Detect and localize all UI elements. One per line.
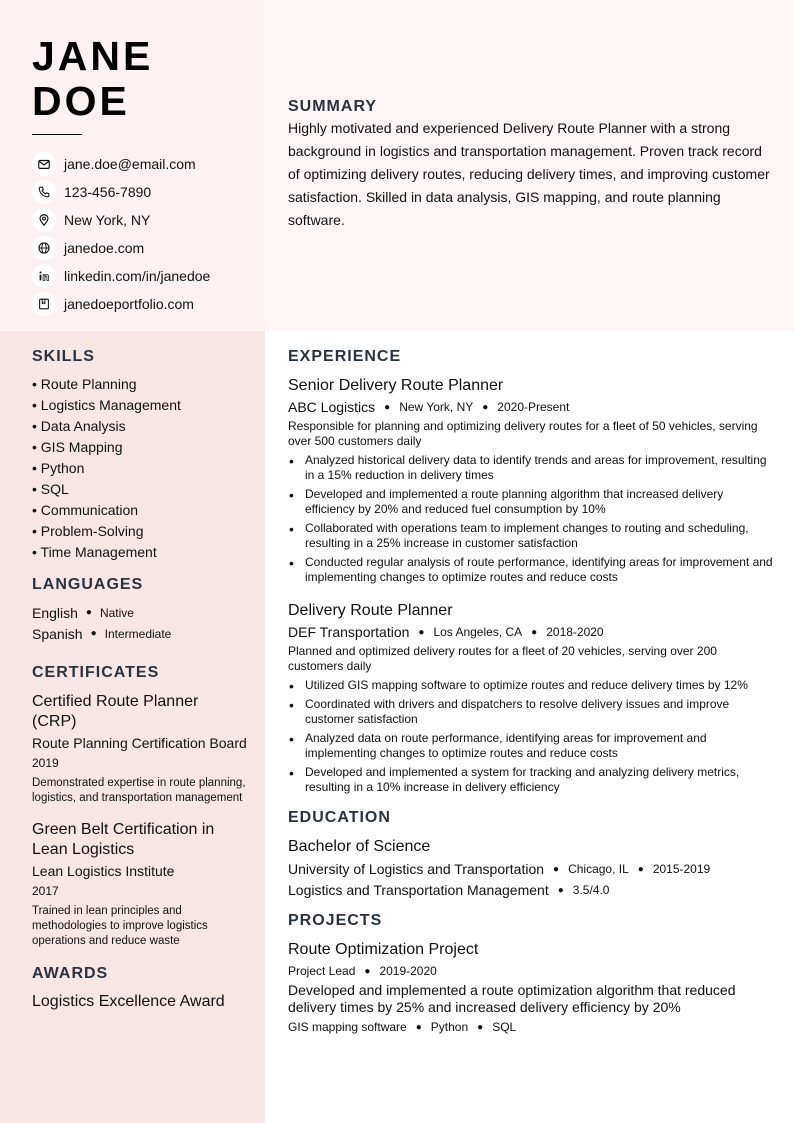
project-dates: 2019-2020	[379, 964, 437, 978]
job-dates: 2020-Present	[497, 400, 570, 414]
separator-dot: ●	[477, 1021, 484, 1033]
separator-dot: ●	[85, 607, 92, 618]
certificate-year: 2017	[32, 884, 59, 898]
contact-linkedin[interactable]	[32, 262, 210, 290]
job-bullets	[288, 453, 773, 585]
contact-email-text: jane.doe@email.com	[64, 156, 196, 172]
separator-dot: ●	[418, 626, 425, 638]
separator-dot: ●	[364, 965, 371, 977]
project-meta	[288, 964, 773, 978]
certificate-description: Trained in lean principles and methodologies to improve logistics operations and reduce waste	[32, 905, 208, 947]
skill-item: • Logistics Management	[32, 397, 181, 413]
email-icon	[32, 152, 56, 176]
job-description: Responsible for planning and optimizing delivery routes for a fleet of 50 vehicles, serving over 500 customers daily	[288, 419, 758, 448]
skill-item: • Communication	[32, 502, 139, 518]
language-item	[32, 623, 247, 644]
project-tool: GIS mapping software	[288, 1020, 407, 1034]
portfolio-icon	[32, 292, 56, 316]
project-entry	[288, 940, 773, 1034]
phone-icon	[32, 180, 56, 204]
contact-list	[32, 150, 210, 318]
education-major: Logistics and Transportation Management	[288, 882, 549, 898]
separator-dot: ●	[482, 401, 489, 413]
education-degree: Bachelor of Science	[288, 838, 431, 855]
summary-section	[288, 98, 773, 232]
certificate-title: Green Belt Certification in Lean Logistics	[32, 821, 215, 858]
language-name: Spanish	[32, 625, 83, 642]
separator-dot: ●	[557, 884, 564, 896]
education-school: University of Logistics and Transportation	[288, 861, 545, 877]
job-dates: 2018-2020	[546, 625, 604, 639]
award-item: Logistics Excellence Award	[32, 993, 225, 1010]
contact-website-text: janedoe.com	[64, 240, 145, 256]
languages-title: LANGUAGES	[32, 576, 144, 593]
globe-icon	[32, 236, 56, 260]
skill-item: • Python	[32, 460, 85, 476]
job-entry	[288, 601, 773, 795]
separator-dot: ●	[90, 628, 97, 639]
last-name: DOE	[32, 78, 130, 124]
skill-item: • Time Management	[32, 544, 157, 560]
candidate-name	[32, 34, 153, 124]
education-gpa: 3.5/4.0	[572, 883, 610, 897]
contact-portfolio[interactable]	[32, 290, 210, 318]
project-tool: Python	[430, 1020, 469, 1034]
first-name: JANE	[32, 33, 154, 79]
job-bullet: • Coordinated with drivers and dispatchers to resolve delivery issues and improve customer satisfaction	[288, 697, 773, 727]
skill-item: • Data Analysis	[32, 418, 126, 434]
skills-title: SKILLS	[32, 348, 95, 365]
location-pin-icon	[32, 208, 56, 232]
projects-title: PROJECTS	[288, 912, 383, 929]
job-title: Senior Delivery Route Planner	[288, 377, 504, 394]
contact-location-text: New York, NY	[64, 212, 151, 228]
certificate-year: 2019	[32, 756, 59, 770]
job-entry	[288, 376, 773, 585]
job-bullet: • Developed and implemented a route planning algorithm that increased delivery efficiency by 20% and reduced fuel consumption by 10%	[288, 487, 773, 517]
contact-linkedin-text: linkedin.com/in/janedoe	[64, 268, 211, 284]
linkedin-icon	[32, 264, 56, 288]
job-bullet: • Developed and implemented a system for tracking and analyzing delivery metrics, resulting in a 10% increase in delivery efficiency	[288, 765, 773, 795]
language-name: English	[32, 604, 78, 621]
job-company: ABC Logistics	[288, 399, 376, 415]
certificates-title: CERTIFICATES	[32, 664, 160, 681]
education-entry	[288, 837, 773, 898]
education-school-meta	[288, 861, 773, 877]
education-location: Chicago, IL	[568, 862, 629, 876]
contact-phone[interactable]	[32, 178, 210, 206]
summary-title: SUMMARY	[288, 98, 378, 115]
skill-item: • SQL	[32, 481, 69, 497]
summary-text: Highly motivated and experienced Delivery Route Planner with a strong background in logistics and transportation management. Proven track record of optimizing delivery routes, reducing delivery times, and improving customer satisfaction. Skilled in data analysis, GIS mapping, and route planning software.	[288, 120, 770, 228]
project-tool: SQL	[492, 1020, 517, 1034]
language-level: Intermediate	[104, 626, 172, 641]
awards-title: AWARDS	[32, 965, 109, 982]
skill-item: • Route Planning	[32, 376, 137, 392]
job-bullet: • Conducted regular analysis of route performance, identifying areas for improvement and implementing changes to optimize routes and reduce costs	[288, 555, 773, 585]
job-meta	[288, 399, 773, 415]
contact-location	[32, 206, 210, 234]
job-title: Delivery Route Planner	[288, 602, 453, 619]
education-dates: 2015-2019	[652, 862, 711, 876]
skills-list	[32, 374, 247, 563]
job-meta	[288, 624, 773, 640]
experience-title: EXPERIENCE	[288, 348, 402, 365]
skill-item: • Problem-Solving	[32, 523, 144, 539]
name-divider	[32, 134, 82, 135]
education-major-meta	[288, 882, 773, 898]
project-role: Project Lead	[288, 964, 356, 978]
sidebar	[32, 348, 247, 1012]
job-bullet: • Analyzed historical delivery data to identify trends and areas for improvement, resulting in a 15% reduction in delivery times	[288, 453, 773, 483]
contact-phone-text: 123-456-7890	[64, 184, 152, 200]
separator-dot: ●	[531, 626, 538, 638]
separator-dot: ●	[384, 401, 391, 413]
certificate-issuer: Lean Logistics Institute	[32, 863, 175, 879]
contact-website[interactable]	[32, 234, 210, 262]
project-title: Route Optimization Project	[288, 941, 479, 958]
job-company: DEF Transportation	[288, 624, 410, 640]
separator-dot: ●	[637, 863, 644, 875]
job-location: Los Angeles, CA	[433, 625, 523, 639]
skill-item: • GIS Mapping	[32, 439, 123, 455]
job-bullet: • Collaborated with operations team to implement changes to routing and scheduling, resulting in a 25% increase in customer satisfaction	[288, 521, 773, 551]
job-bullet: • Utilized GIS mapping software to optimize routes and reduce delivery times by 12%	[288, 678, 773, 693]
certificate-item	[32, 692, 247, 806]
contact-portfolio-text: janedoeportfolio.com	[64, 296, 194, 312]
job-location: New York, NY	[399, 400, 474, 414]
separator-dot: ●	[415, 1021, 422, 1033]
project-tools	[288, 1020, 773, 1034]
language-item	[32, 602, 247, 623]
job-bullet: • Analyzed data on route performance, identifying areas for improvement and implementing changes to optimize routes and reduce costs	[288, 731, 773, 761]
languages-list	[32, 602, 247, 644]
education-title: EDUCATION	[288, 809, 391, 826]
separator-dot: ●	[553, 863, 560, 875]
main-content	[288, 348, 773, 1034]
project-description: Developed and implemented a route optimization algorithm that reduced delivery times by 25% and increased delivery efficiency by 20%	[288, 982, 736, 1015]
job-bullets	[288, 678, 773, 795]
certificate-description: Demonstrated expertise in route planning, logistics, and transportation management	[32, 777, 246, 804]
certificate-item	[32, 820, 247, 949]
language-level: Native	[99, 605, 134, 620]
contact-email[interactable]	[32, 150, 210, 178]
certificate-title: Certified Route Planner (CRP)	[32, 693, 199, 730]
certificate-issuer: Route Planning Certification Board	[32, 735, 247, 751]
job-description: Planned and optimized delivery routes for a fleet of 20 vehicles, serving over 200 customers daily	[288, 644, 717, 673]
